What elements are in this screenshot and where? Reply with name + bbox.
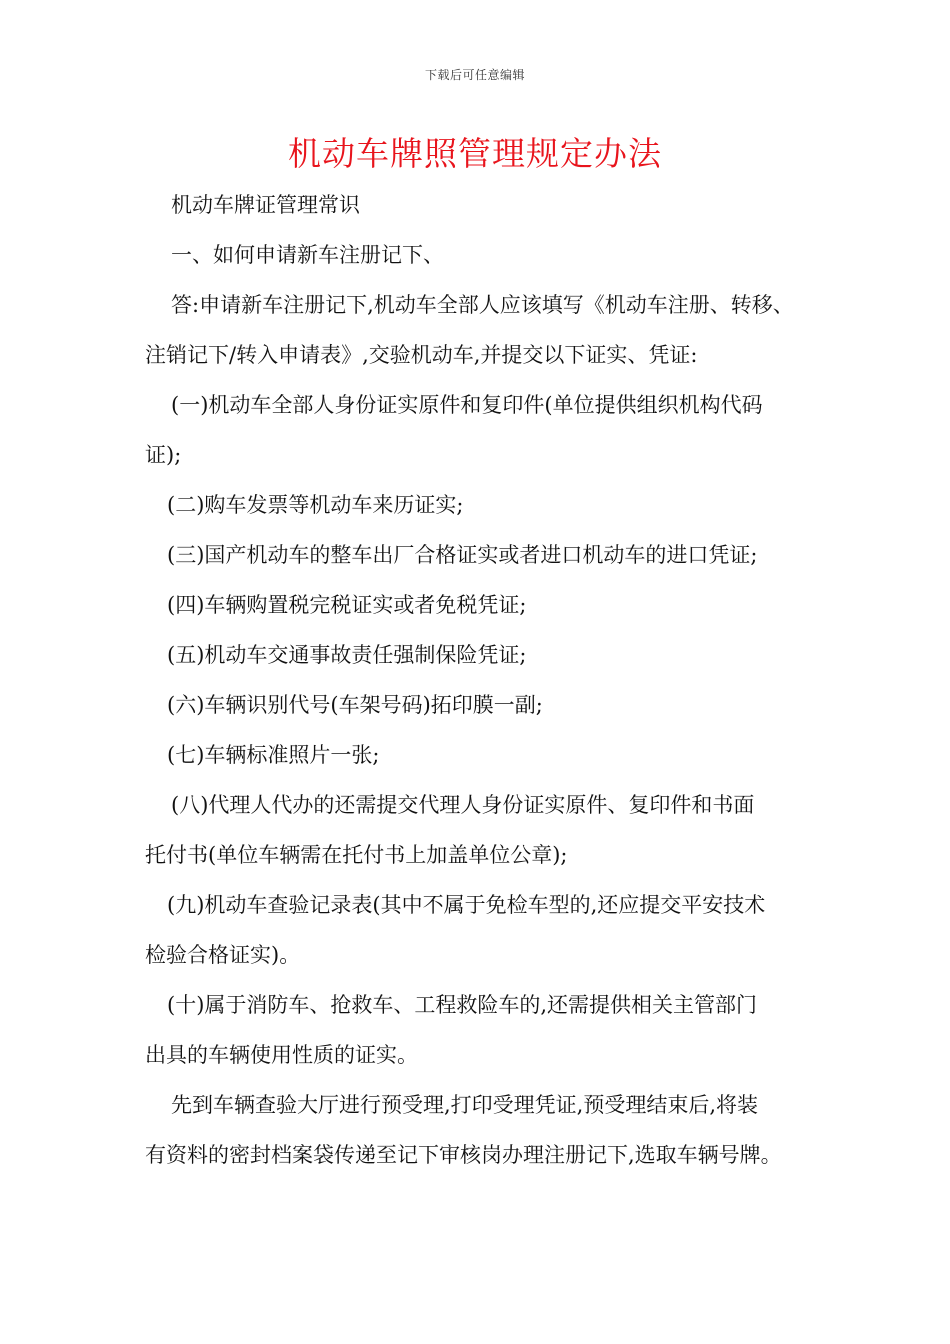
paragraph-line: 托付书(单位车辆需在托付书上加盖单位公章); bbox=[145, 843, 568, 867]
paragraph-line: 机动车牌证管理常识 bbox=[171, 193, 360, 217]
list-item-5 bbox=[145, 630, 835, 680]
paragraph-line: 检验合格证实)。 bbox=[145, 943, 301, 967]
paragraph-line: 证); bbox=[145, 443, 182, 467]
paragraph-procedure bbox=[145, 1080, 835, 1180]
paragraph-line: 注销记下/转入申请表》,交验机动车,并提交以下证实、凭证: bbox=[145, 343, 698, 367]
list-item-2 bbox=[145, 480, 835, 530]
paragraph-answer bbox=[145, 280, 835, 380]
list-item-8 bbox=[145, 780, 835, 880]
paragraph-line: (六)车辆识别代号(车架号码)拓印膜一副; bbox=[167, 693, 543, 717]
header-note: 下载后可任意编辑 bbox=[424, 68, 525, 82]
document-title: 机动车牌照管理规定办法 bbox=[288, 134, 662, 173]
list-item-3 bbox=[145, 530, 835, 580]
paragraph-subtitle bbox=[145, 180, 835, 230]
paragraph-line: (一)机动车全部人身份证实原件和复印件(单位提供组织机构代码 bbox=[171, 393, 763, 417]
paragraph-line: (二)购车发票等机动车来历证实; bbox=[167, 493, 464, 517]
paragraph-line: 一、如何申请新车注册记下、 bbox=[171, 243, 444, 267]
list-item-7 bbox=[145, 730, 835, 780]
paragraph-question bbox=[145, 230, 835, 280]
paragraph-line: 出具的车辆使用性质的证实。 bbox=[145, 1043, 418, 1067]
document-body bbox=[145, 180, 835, 1180]
paragraph-line: 答:申请新车注册记下,机动车全部人应该填写《机动车注册、转移、 bbox=[171, 293, 794, 317]
paragraph-line: (八)代理人代办的还需提交代理人身份证实原件、复印件和书面 bbox=[171, 793, 755, 817]
paragraph-line: (三)国产机动车的整车出厂合格证实或者进口机动车的进口凭证; bbox=[167, 543, 758, 567]
paragraph-line: (四)车辆购置税完税证实或者免税凭证; bbox=[167, 593, 527, 617]
list-item-4 bbox=[145, 580, 835, 630]
paragraph-line: (九)机动车查验记录表(其中不属于免检车型的,还应提交平安技术 bbox=[167, 893, 766, 917]
list-item-6 bbox=[145, 680, 835, 730]
paragraph-line: (十)属于消防车、抢救车、工程救险车的,还需提供相关主管部门 bbox=[167, 993, 758, 1017]
paragraph-line: (五)机动车交通事故责任强制保险凭证; bbox=[167, 643, 527, 667]
paragraph-line: 有资料的密封档案袋传递至记下审核岗办理注册记下,选取车辆号牌。 bbox=[145, 1143, 782, 1167]
list-item-1 bbox=[145, 380, 835, 480]
paragraph-line: (七)车辆标准照片一张; bbox=[167, 743, 380, 767]
list-item-9 bbox=[145, 880, 835, 980]
paragraph-line: 先到车辆查验大厅进行预受理,打印受理凭证,预受理结束后,将装 bbox=[171, 1093, 759, 1117]
list-item-10 bbox=[145, 980, 835, 1080]
